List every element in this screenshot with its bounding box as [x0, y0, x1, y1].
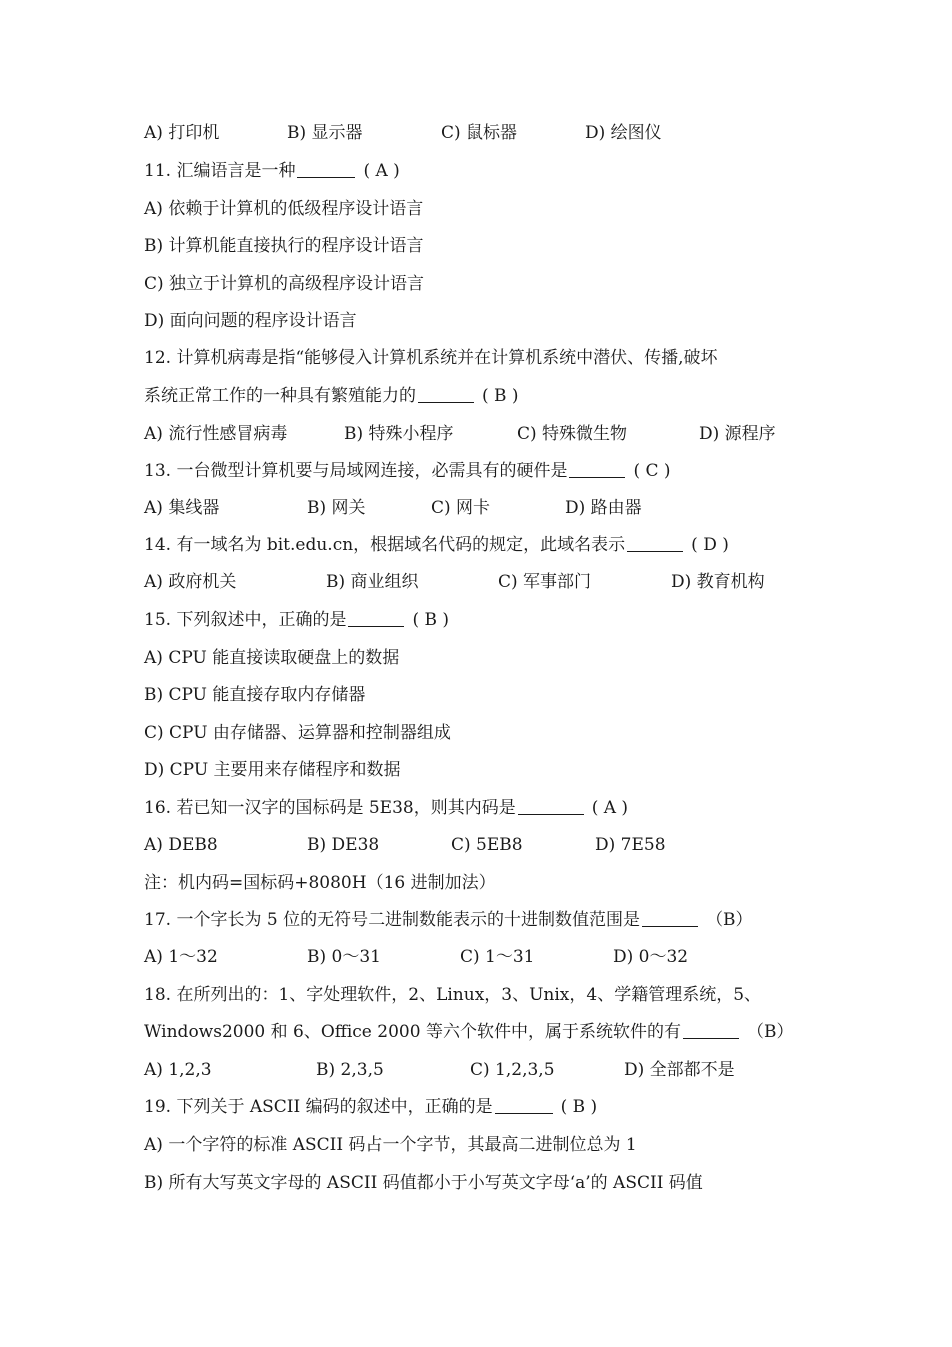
q16-options — [144, 833, 666, 857]
answer-label: ( A ) — [591, 798, 629, 818]
option-line: A) CPU 能直接读取硬盘上的数据 — [144, 648, 400, 668]
option-d: D) 源程序 — [699, 424, 776, 444]
option-a: A) 政府机关 — [144, 572, 237, 592]
option-c: C) 1～31 — [460, 947, 535, 967]
option-line: C) 独立于计算机的高级程序设计语言 — [144, 274, 425, 294]
answer-blank — [642, 910, 698, 927]
answer-blank — [495, 1097, 553, 1114]
option-line: D) CPU 主要用来存储程序和数据 — [144, 760, 401, 780]
question-19 — [144, 1095, 597, 1119]
question-18-continued — [144, 1020, 793, 1044]
option-d: D) 全部都不是 — [624, 1060, 735, 1080]
question-text: 17. 一个字长为 5 位的无符号二进制数能表示的十进制数值范围是 — [144, 910, 641, 930]
question-text: 15. 下列叙述中，正确的是 — [144, 610, 347, 630]
question-text: 系统正常工作的一种具有繁殖能力的 — [144, 386, 416, 406]
answer-blank — [297, 161, 355, 178]
note-line: 注：机内码=国标码+8080H（16 进制加法） — [144, 873, 496, 893]
option-a: A) 集线器 — [144, 498, 220, 518]
option-line: D) 面向问题的程序设计语言 — [144, 311, 357, 331]
option-line: A) 一个字符的标准 ASCII 码占一个字节，其最高二进制位总为 1 — [144, 1135, 637, 1155]
q10-options — [144, 121, 662, 145]
option-c: C) 特殊微生物 — [517, 424, 628, 444]
question-12-continued — [144, 384, 519, 408]
question-text: 11. 汇编语言是一种 — [144, 161, 296, 181]
question-text: 13. 一台微型计算机要与局域网连接，必需具有的硬件是 — [144, 461, 568, 481]
question-text: 16. 若已知一汉字的国标码是 5E38，则其内码是 — [144, 798, 516, 818]
answer-blank — [569, 461, 625, 478]
question-text: Windows2000 和 6、Office 2000 等六个软件中，属于系统软件的有 — [144, 1022, 681, 1042]
option-line: B) 所有大写英文字母的 ASCII 码值都小于小写英文字母‘a’的 ASCII 码值 — [144, 1173, 703, 1193]
q18-options — [144, 1058, 735, 1082]
question-14 — [144, 533, 729, 557]
q14-options — [144, 570, 765, 594]
answer-label: ( D ) — [691, 535, 729, 555]
option-a: A) 打印机 — [144, 123, 220, 143]
option-line: A) 依赖于计算机的低级程序设计语言 — [144, 199, 424, 219]
option-a: A) 1,2,3 — [144, 1060, 212, 1080]
question-text: 19. 下列关于 ASCII 编码的叙述中，正确的是 — [144, 1097, 493, 1117]
answer-blank — [627, 535, 683, 552]
option-b: B) 2,3,5 — [316, 1060, 384, 1080]
q12-options — [144, 422, 776, 446]
answer-blank — [518, 798, 584, 815]
answer-label: ( B ) — [412, 610, 450, 630]
option-d: D) 教育机构 — [671, 572, 765, 592]
option-c: C) 军事部门 — [498, 572, 592, 592]
option-line: B) CPU 能直接存取内存储器 — [144, 685, 366, 705]
answer-label: （B） — [706, 910, 753, 930]
option-b: B) 商业组织 — [326, 572, 419, 592]
answer-label: ( C ) — [633, 461, 671, 481]
option-d: D) 绘图仪 — [585, 123, 662, 143]
option-a: A) 流行性感冒病毒 — [144, 424, 288, 444]
option-b: B) 特殊小程序 — [344, 424, 454, 444]
q17-options — [144, 945, 688, 969]
answer-blank — [683, 1022, 739, 1039]
option-b: B) 网关 — [307, 498, 366, 518]
option-a: A) DEB8 — [144, 835, 218, 855]
option-c: C) 1,2,3,5 — [470, 1060, 555, 1080]
option-b: B) 0～31 — [307, 947, 381, 967]
question-text: 14. 有一域名为 bit.edu.cn，根据域名代码的规定，此域名表示 — [144, 535, 626, 555]
question-11 — [144, 159, 400, 183]
answer-label: ( A ) — [363, 161, 400, 181]
option-c: C) 5EB8 — [451, 835, 523, 855]
answer-blank — [418, 386, 474, 403]
question-15 — [144, 608, 449, 632]
answer-blank — [348, 610, 404, 627]
option-line: C) CPU 由存储器、运算器和控制器组成 — [144, 723, 451, 743]
option-b: B) 显示器 — [287, 123, 363, 143]
option-c: C) 网卡 — [431, 498, 491, 518]
option-c: C) 鼠标器 — [441, 123, 518, 143]
answer-label: ( B ) — [482, 386, 519, 406]
q13-options — [144, 496, 642, 520]
option-b: B) DE38 — [307, 835, 380, 855]
question-12: 12. 计算机病毒是指“能够侵入计算机系统并在计算机系统中潜伏、传播,破坏 — [144, 348, 718, 368]
option-a: A) 1～32 — [144, 947, 218, 967]
question-13 — [144, 459, 671, 483]
option-d: D) 7E58 — [595, 835, 666, 855]
option-d: D) 路由器 — [565, 498, 642, 518]
answer-label: （B） — [746, 1022, 794, 1042]
question-16 — [144, 796, 628, 820]
question-18: 18. 在所列出的：1、字处理软件，2、Linux，3、Unix，4、学籍管理系统，5、 — [144, 985, 762, 1005]
question-17 — [144, 908, 753, 932]
option-line: B) 计算机能直接执行的程序设计语言 — [144, 236, 424, 256]
option-d: D) 0～32 — [613, 947, 689, 967]
answer-label: ( B ) — [560, 1097, 598, 1117]
